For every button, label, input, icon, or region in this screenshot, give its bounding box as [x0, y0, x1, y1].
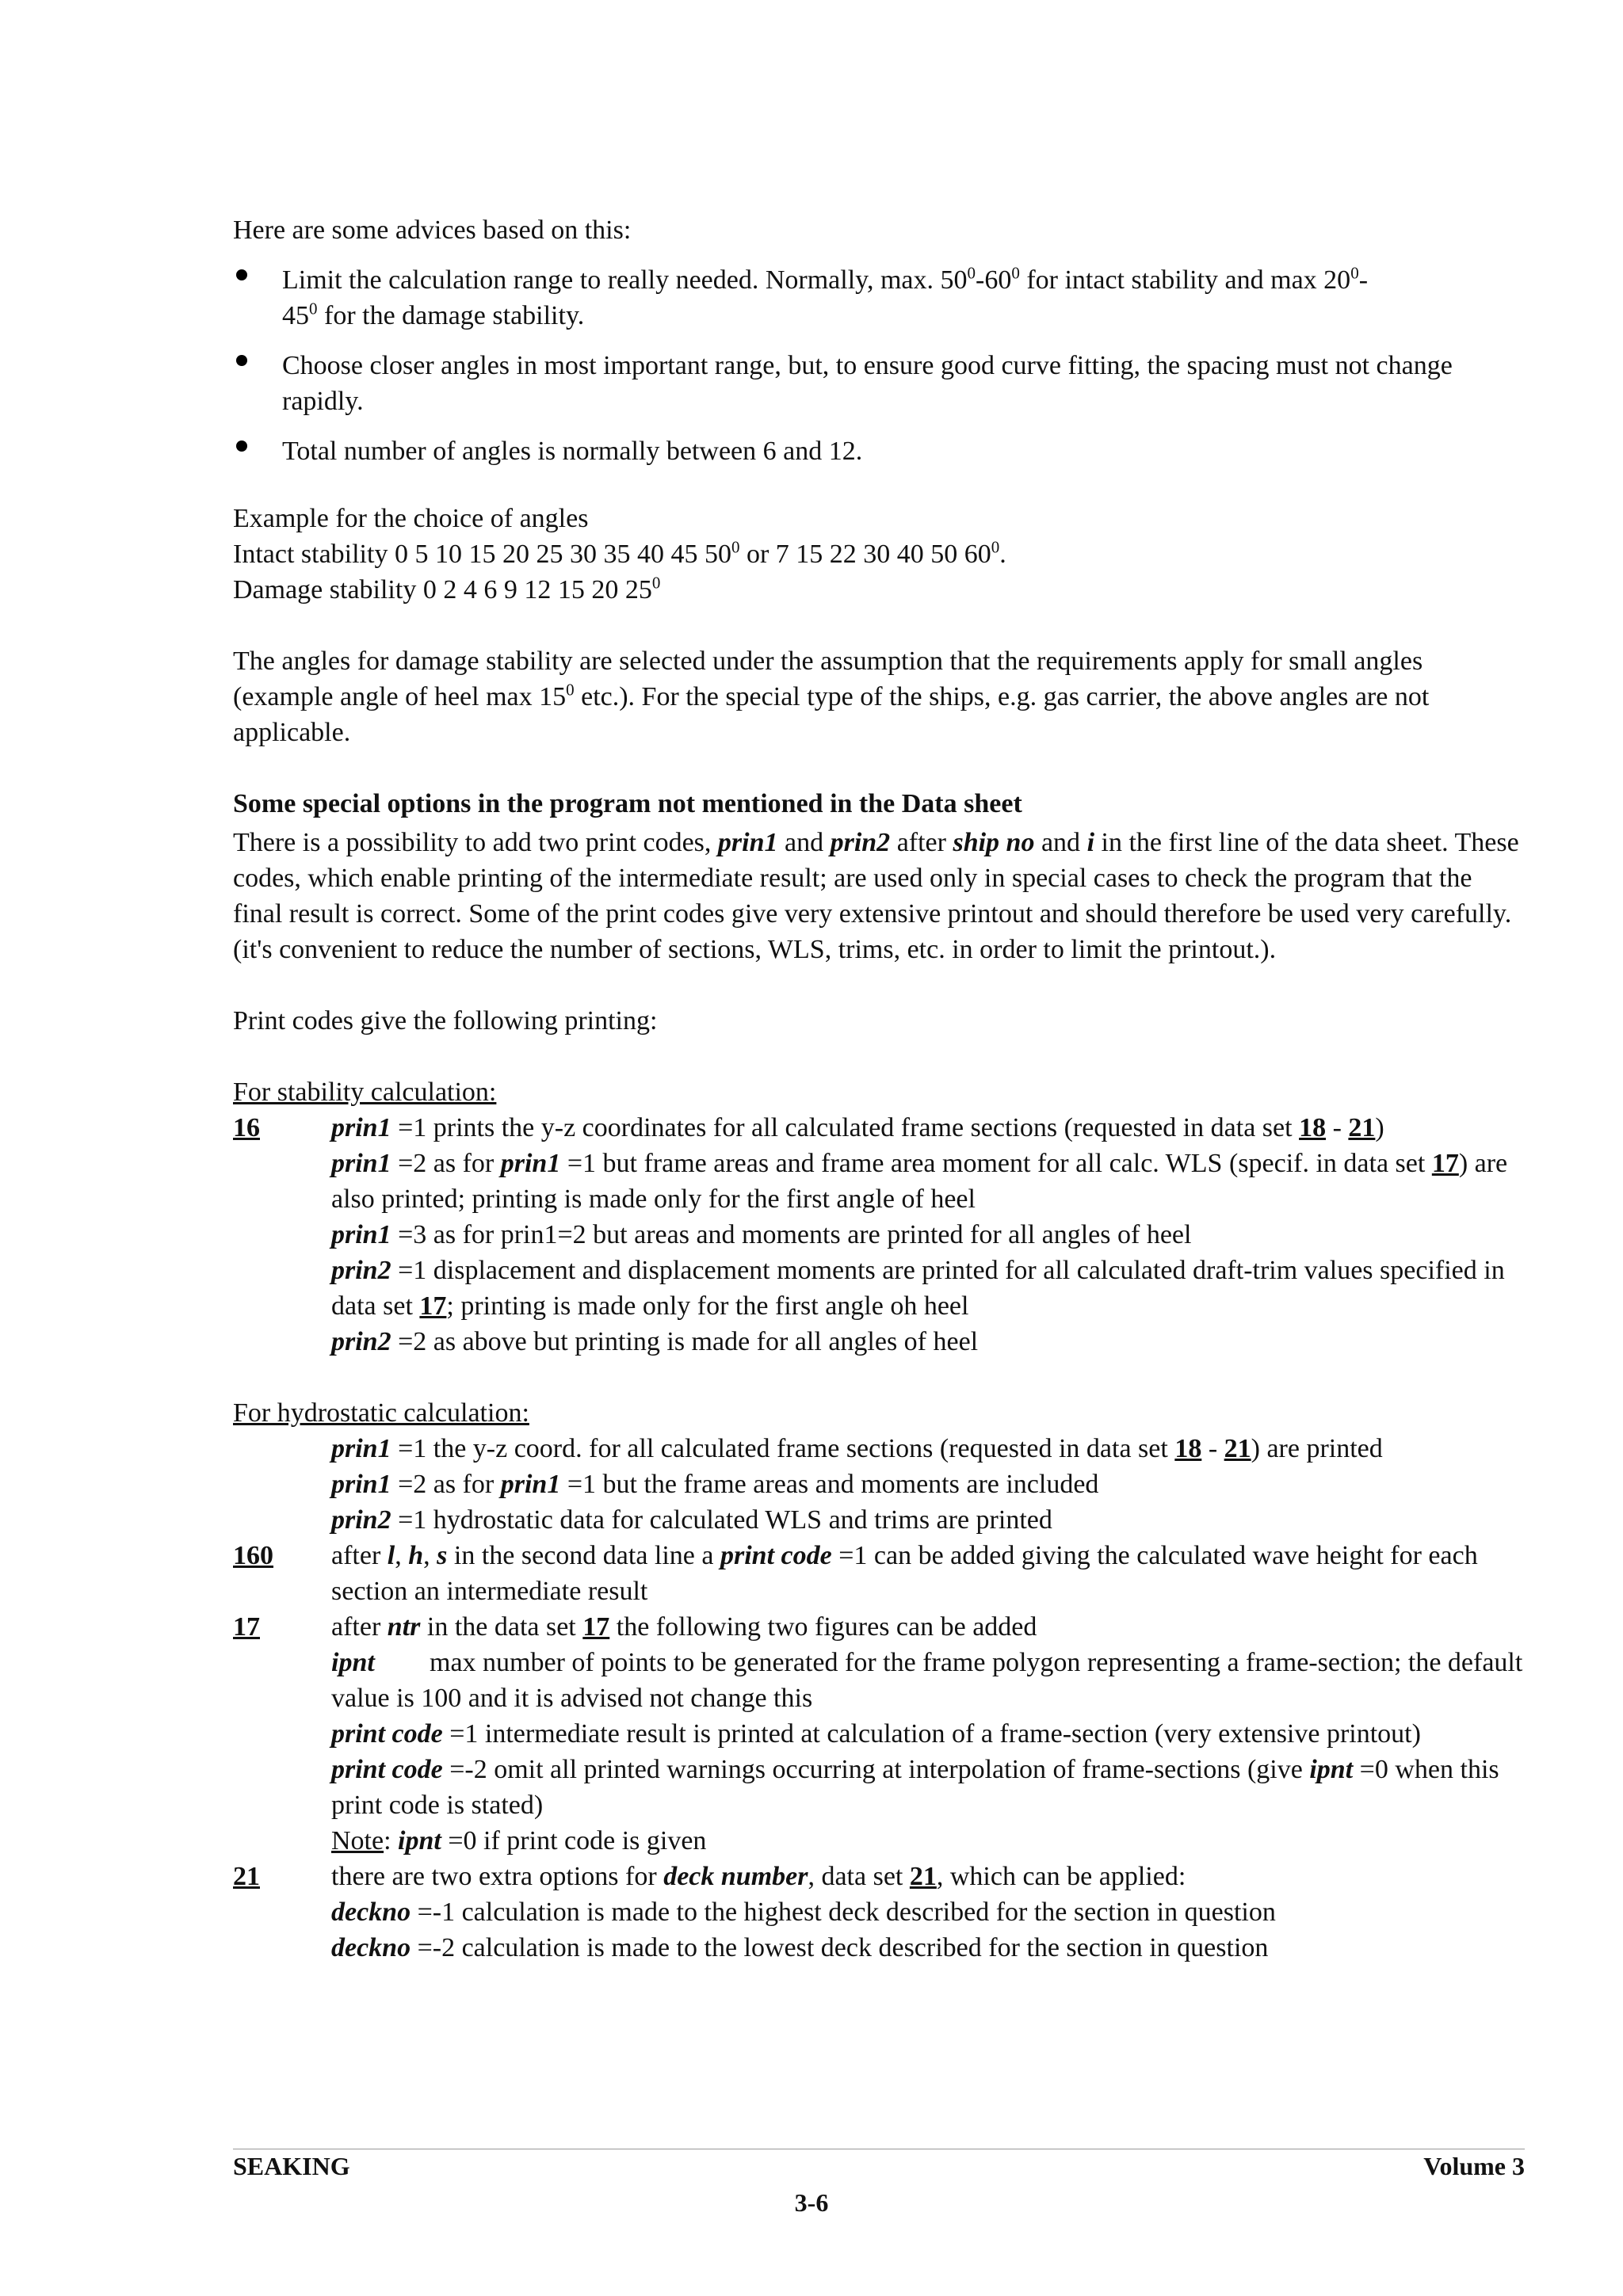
footer-volume: Volume 3 [1423, 2152, 1525, 2180]
item-160: 160 after l, h, s in the second data line a print code =1 can be added giving the calculated wave height for each section an intermediate result [233, 1538, 1525, 1609]
advices-list [233, 262, 1525, 469]
special-options-heading: Some special options in the program not mentioned in the Data sheet [233, 789, 1022, 818]
item-17: 17 after ntr in the data set 17 the following two figures can be added ipnt max number of points to be generated for the frame polygon representing a frame-section; the default value is 100 and it is advised not change this print code =1 intermediate result is printed at calculation of a frame-section (very extensive printout) print code =-2 omit all printed warnings occurring at interpolation of frame-sections (give ipnt =0 when this print code is stated) Note: ipnt =0 if print code is given [233, 1609, 1525, 1859]
bullet-item: Limit the calculation range to really needed. Normally, max. $50^0-60^0$ for intact stability and $\max 20^0-$ $45^0$ for the damage stability. [233, 262, 1525, 334]
example-damage: Damage stability 0 2 4 6 9 12 15 20 $25^0$ [233, 573, 661, 605]
example-intact: Intact stability 0 5 10 15 20 25 30 35 40 45 $50^0$ or 7 15 22 30 40 50 $60^0$. [233, 537, 1006, 569]
stability-calc-title: For stability calculation: [233, 1077, 497, 1107]
damage-paragraph: The angles for damage stability are selected under the assumption that the requirements apply for small angles (example angle of heel $\max 15^0$ etc.). For the special type of the ships, e.g. gas carrier, the above angles are not applicable. [233, 646, 1430, 747]
hydrostatic-calc-title: For hydrostatic calculation: [233, 1398, 529, 1428]
bullet-icon [236, 355, 247, 366]
page-content [233, 212, 1525, 1966]
bullet-icon [236, 441, 247, 452]
item-16: 16 prin1 =1 prints the y-z coordinates for all calculated frame sections (requested in data set 18 - 21) prin1 =2 as for prin1 =1 but frame areas and frame area moment for all calc. WLS (specif. in data set 17) are also printed; printing is made only for the first angle of heel prin1 =3 as for prin1=2 but areas and moments are printed for all angles of heel prin2 =1 displacement and displacement moments are printed for all calculated draft-trim values specified in data set 17; printing is made only for the first angle oh heel prin2 =2 as above but printing is made for all angles of heel [233, 1110, 1525, 1360]
item-number: 17 [233, 1612, 260, 1642]
special-options-paragraph: There is a possibility to add two print codes, prin1 and prin2 after ship no and i in the first line of the data sheet. These codes, which enable printing of the intermediate result; are used only in special cases to check the program that the final result is correct. Some of the print codes give very extensive printout and should therefore be used very carefully. (it's convenient to reduce the number of sections, WLS, trims, etc. in order to limit the printout.). [233, 828, 1519, 964]
print-codes-intro: Print codes give the following printing: [233, 1006, 658, 1035]
footer-title: SEAKING [233, 2152, 350, 2180]
item-number: 16 [233, 1113, 260, 1142]
advices-intro: Here are some advices based on this: [233, 215, 632, 245]
example-title: Example for the choice of angles [233, 504, 589, 533]
page-number: 3-6 [794, 2188, 829, 2217]
item-number: 160 [233, 1541, 273, 1570]
bullet-icon [236, 269, 247, 280]
hydrostatic-items: prin1 =1 the y-z coord. for all calculated frame sections (requested in data set 18 - 21) are printed prin1 =2 as for prin1 =1 but the frame areas and moments are included prin2 =1 hydrostatic data for calculated WLS and trims are printed [331, 1434, 1383, 1535]
bullet-item: Choose closer angles in most important range, but, to ensure good curve fitting, the spacing must not change rapidly. [233, 348, 1525, 419]
item-21: 21 there are two extra options for deck number, data set 21, which can be applied: deckno =-1 calculation is made to the highest deck described for the section in question deckno =-2 calculation is made to the lowest deck described for the section in question [233, 1859, 1525, 1966]
bullet-item: Total number of angles is normally between 6 and 12. [233, 433, 1525, 469]
item-number: 21 [233, 1862, 260, 1891]
